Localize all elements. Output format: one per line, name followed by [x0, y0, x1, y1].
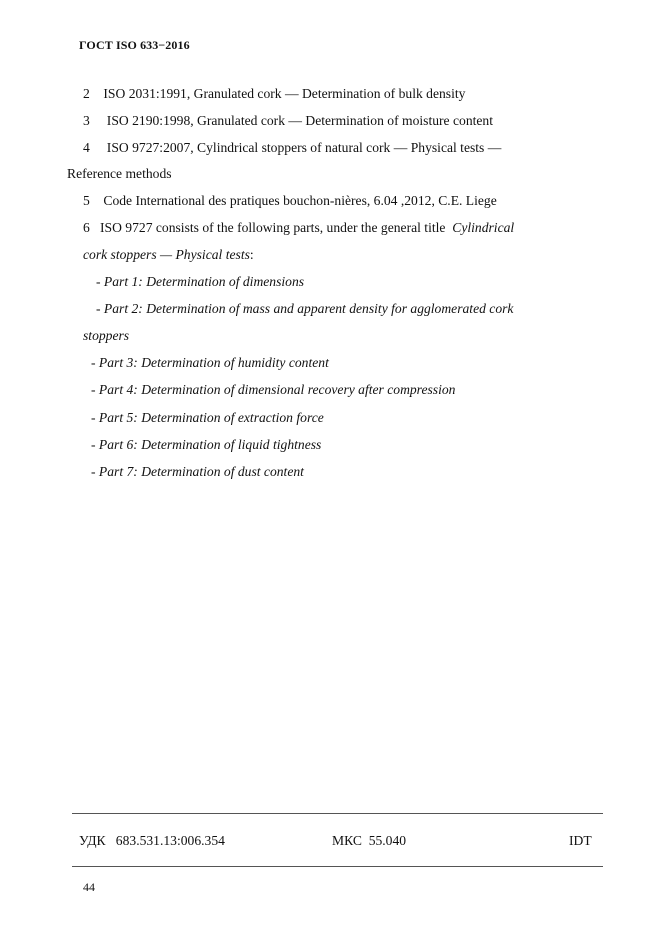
colon: :: [249, 247, 254, 262]
reference-number: 4: [83, 140, 90, 155]
reference-number: 5: [83, 193, 90, 208]
reference-4: [83, 140, 501, 156]
part-2-continuation: stoppers: [83, 328, 130, 343]
series-title-end: cork stoppers — Physical tests: [83, 247, 250, 262]
part-1: - Part 1: Determination of dimensions: [96, 274, 305, 289]
reference-text: Code International des pratiques bouchon-nières, 6.04 ,2012, C.E. Liege: [103, 193, 497, 208]
part-2: - Part 2: Determination of mass and apparent density for agglomerated cork: [96, 301, 514, 316]
reference-text: Reference methods: [67, 166, 172, 181]
reference-text: ISO 2190:1998, Granulated cork — Determination of moisture content: [106, 113, 493, 128]
page-number: 44: [83, 880, 95, 894]
reference-number: 3: [83, 113, 90, 128]
reference-6-continuation: [83, 247, 254, 263]
reference-text: ISO 9727 consists of the following parts, under the general title: [100, 220, 446, 235]
footer-top-rule: [72, 813, 603, 814]
footer-bottom-rule: [72, 866, 603, 867]
part-5: - Part 5: Determination of extraction force: [91, 410, 324, 425]
udk-value: 683.531.13:006.354: [115, 833, 225, 848]
part-6: - Part 6: Determination of liquid tightness: [91, 437, 322, 452]
reference-3: [83, 113, 493, 129]
reference-number: 6: [83, 220, 90, 235]
reference-5: [83, 193, 497, 209]
reference-text: ISO 9727:2007, Cylindrical stoppers of natural cork — Physical tests —: [106, 140, 502, 155]
part-3: - Part 3: Determination of humidity content: [91, 355, 329, 370]
part-7: - Part 7: Determination of dust content: [91, 464, 304, 479]
udk-label: УДК: [79, 833, 106, 848]
udk-code: [79, 833, 225, 849]
mks-value: 55.040: [368, 833, 407, 848]
mks-label: МКС: [332, 833, 362, 848]
series-title-start: Cylindrical: [452, 220, 515, 235]
mks-code: [332, 833, 406, 849]
idt-mark: IDT: [569, 833, 592, 848]
reference-text: ISO 2031:1991, Granulated cork — Determination of bulk density: [103, 86, 466, 101]
document-header: ГОСТ ISO 633−2016: [79, 38, 190, 52]
part-4: - Part 4: Determination of dimensional recovery after compression: [91, 382, 456, 397]
reference-6: [83, 220, 514, 236]
reference-number: 2: [83, 86, 90, 101]
reference-4-continuation: [67, 166, 172, 182]
reference-2: [83, 86, 465, 102]
